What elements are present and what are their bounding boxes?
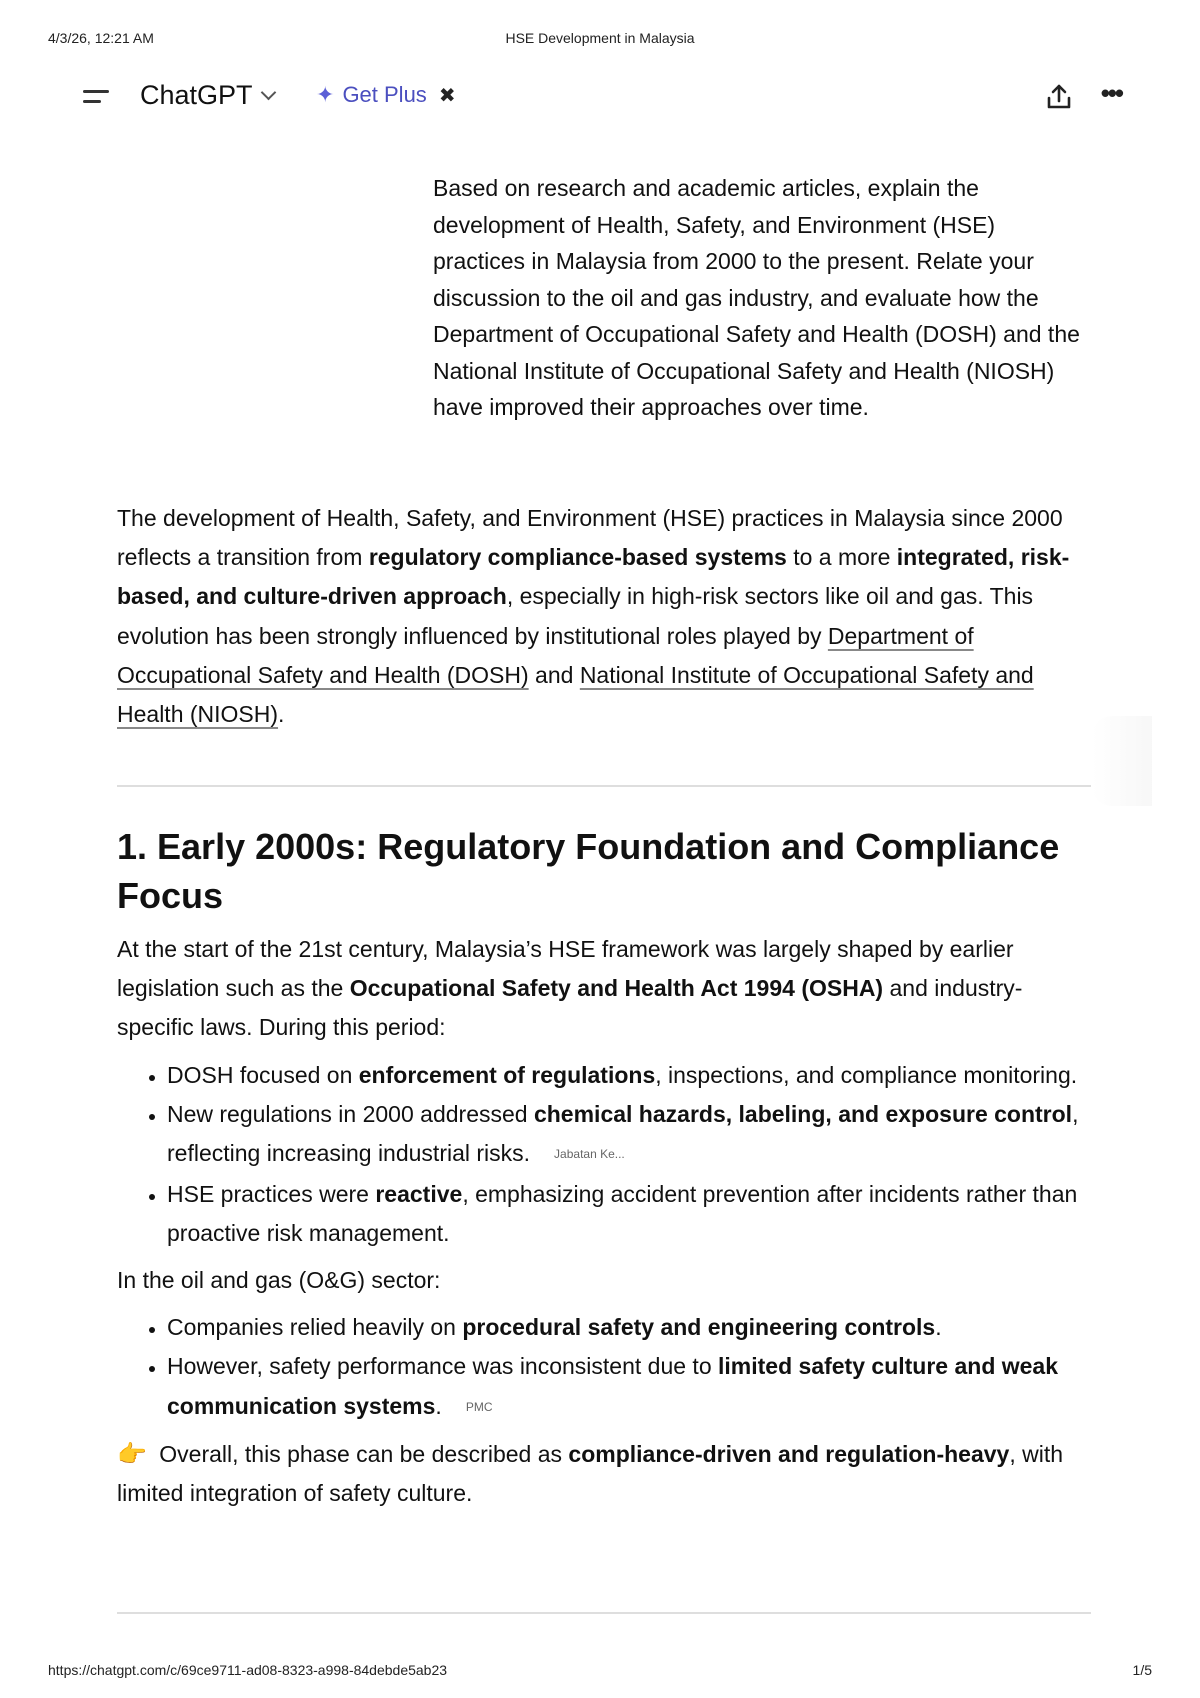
pointing-hand-icon: 👉 bbox=[117, 1441, 147, 1469]
list-item: • HSE practices were reactive, emphasizing accident prevention after incidents rather than proactive risk management. bbox=[167, 1175, 1091, 1253]
sidebar-menu-icon[interactable] bbox=[83, 86, 113, 108]
share-icon[interactable] bbox=[1044, 82, 1074, 112]
bullet-list bbox=[117, 1056, 1091, 1253]
list-item: • DOSH focused on enforcement of regulations, inspections, and compliance monitoring. bbox=[167, 1056, 1091, 1095]
summary-paragraph: 👉 Overall, this phase can be described as compliance-driven and regulation-heavy, with limited integration of safety culture. bbox=[117, 1435, 1091, 1513]
user-message: Based on research and academic articles, explain the development of Health, Safety, and Environment (HSE) practices in Malaysia from 2000 to the present. Relate your discussion to the oil and gas industry, and evaluate how the Department of Occupational Safety and Health (DOSH) and the National Institute of Occupational Safety and Health (NIOSH) have improved their approaches over time. bbox=[433, 175, 1080, 420]
page-number: 1/5 bbox=[1132, 1662, 1152, 1678]
app-title: ChatGPT bbox=[140, 80, 253, 110]
print-url: https://chatgpt.com/c/69ce9711-ad08-8323-a998-84debde5ab23 bbox=[48, 1662, 448, 1678]
get-plus-button[interactable] bbox=[316, 82, 456, 108]
section-body bbox=[117, 930, 1091, 1513]
sparkle-icon: ✦ bbox=[316, 82, 335, 107]
top-bar bbox=[78, 76, 1122, 120]
close-icon[interactable]: ✖ bbox=[438, 84, 456, 107]
list-item: • New regulations in 2000 addressed chemical hazards, labeling, and exposure control, reflecting increasing industrial risks. Jabatan Ke... bbox=[167, 1095, 1091, 1175]
get-plus-label: Get Plus bbox=[342, 82, 427, 107]
niosh-link[interactable]: National Institute of Occupational Safety and Health (NIOSH) bbox=[117, 661, 1034, 728]
section-paragraph: At the start of the 21st century, Malaysia’s HSE framework was largely shaped by earlier legislation such as the Occupational Safety and Health Act 1994 (OSHA) and industry-specific laws. During this period: bbox=[117, 936, 1023, 1041]
assistant-intro bbox=[117, 499, 1091, 734]
more-options-icon[interactable]: ••• bbox=[1100, 78, 1122, 108]
chevron-down-icon bbox=[260, 85, 276, 101]
section-paragraph: In the oil and gas (O&G) sector: bbox=[117, 1266, 441, 1293]
scroll-handle bbox=[1092, 716, 1152, 806]
dosh-link[interactable]: Department of Occupational Safety and Health (DOSH) bbox=[117, 622, 974, 688]
section-heading: 1. Early 2000s: Regulatory Foundation and Compliance Focus bbox=[117, 826, 1060, 916]
model-selector[interactable] bbox=[140, 80, 274, 111]
print-header bbox=[48, 30, 1152, 50]
divider bbox=[117, 1612, 1091, 1614]
intro-paragraph: The development of Health, Safety, and Environment (HSE) practices in Malaysia since 2000 reflects a transition from regulatory compliance-based systems to a more integrated, risk-based, and culture-driven approach, especially in high-risk sectors like oil and gas. This evolution has been strongly influenced by institutional roles played by Department of Occupational Safety and Health (DOSH) and National Institute of Occupational Safety and Health (NIOSH). bbox=[117, 505, 1070, 728]
print-doc-title: HSE Development in Malaysia bbox=[505, 30, 695, 46]
citation-chip[interactable]: Jabatan Ke... bbox=[554, 1147, 625, 1162]
list-item: • However, safety performance was inconsistent due to limited safety culture and weak communication systems. PMC bbox=[167, 1347, 1091, 1427]
print-footer bbox=[48, 1662, 1152, 1682]
bullet-list bbox=[117, 1308, 1091, 1427]
divider bbox=[117, 785, 1091, 787]
citation-chip[interactable]: PMC bbox=[465, 1399, 493, 1414]
print-date: 4/3/26, 12:21 AM bbox=[48, 30, 154, 46]
list-item: • Companies relied heavily on procedural safety and engineering controls. bbox=[167, 1308, 1091, 1347]
